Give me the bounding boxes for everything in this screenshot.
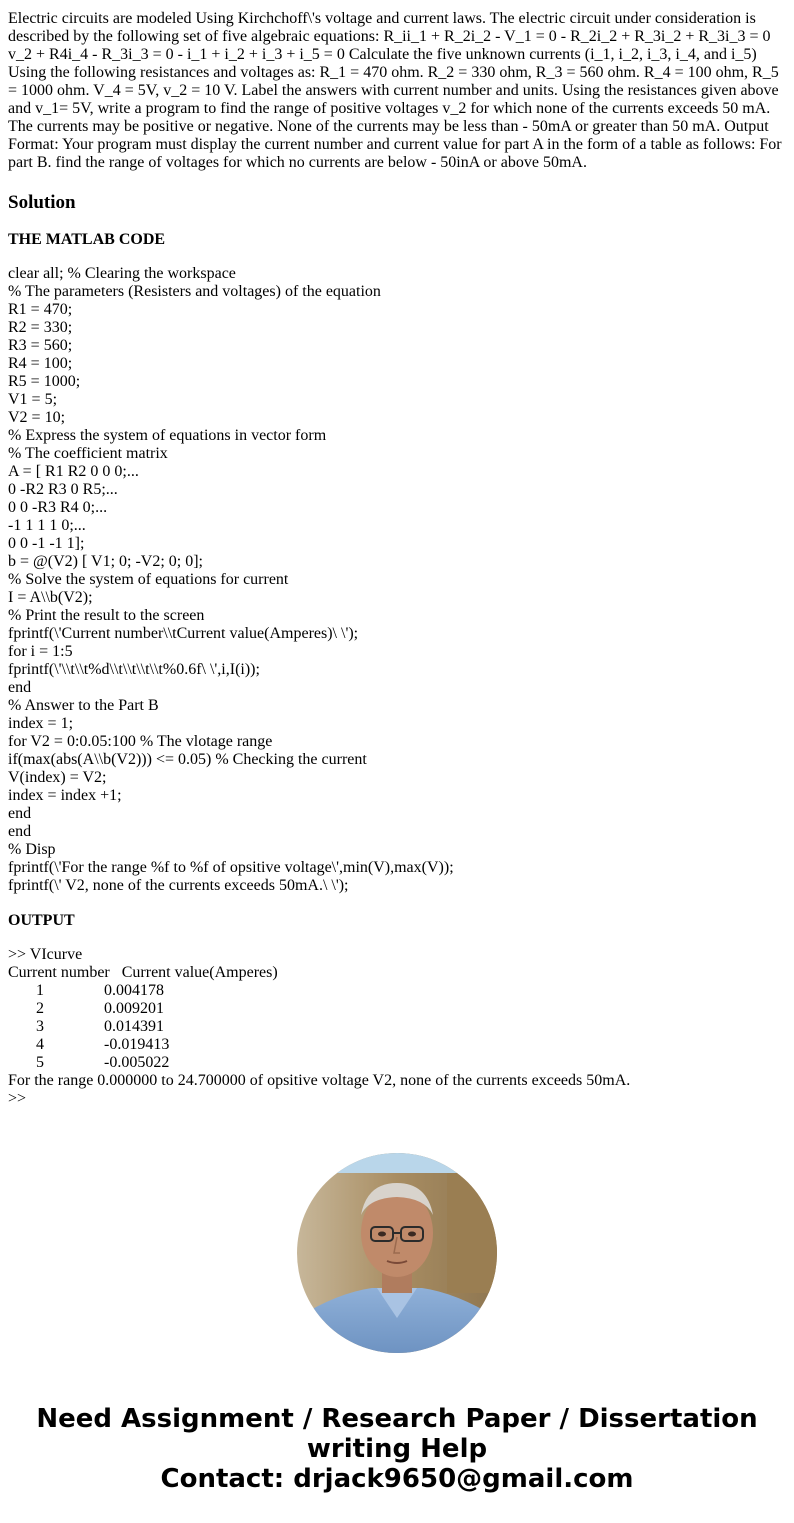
output-table-row — [8, 982, 786, 1000]
code-line: I = A\\b(V2); — [8, 589, 93, 606]
code-line: end — [8, 679, 32, 696]
current-value: 0.014391 — [104, 1018, 164, 1035]
code-line: % Answer to the Part B — [8, 697, 159, 714]
output-summary: For the range 0.000000 to 24.700000 of opsitive voltage V2, none of the currents exceeds 50mA. — [8, 1072, 631, 1089]
code-line: fprintf(\'For the range %f to %f of opsitive voltage\',min(V),max(V)); — [8, 859, 454, 876]
code-line: for i = 1:5 — [8, 643, 73, 660]
code-line: 0 0 -1 -1 1]; — [8, 535, 85, 552]
code-line: % Disp — [8, 841, 56, 858]
code-line: V(index) = V2; — [8, 769, 107, 786]
author-avatar — [297, 1153, 497, 1353]
code-line: R5 = 1000; — [8, 373, 81, 390]
output-table-row — [8, 1018, 786, 1036]
code-line: fprintf(\' V2, none of the currents exceeds 50mA.\ \'); — [8, 877, 349, 894]
author-photo-icon — [297, 1153, 497, 1353]
output-end-prompt: >> — [8, 1090, 27, 1107]
output-table-row — [8, 1000, 786, 1018]
code-line: V2 = 10; — [8, 409, 66, 426]
code-line: R2 = 330; — [8, 319, 73, 336]
output-block — [8, 946, 786, 1108]
code-line: index = index +1; — [8, 787, 122, 804]
code-line: % Express the system of equations in vector form — [8, 427, 327, 444]
current-value: 0.004178 — [104, 982, 164, 999]
code-line: fprintf(\'Current number\\tCurrent value(Amperes)\ \'); — [8, 625, 359, 642]
document-content — [8, 10, 786, 1108]
output-table-row — [8, 1036, 786, 1054]
code-line: % The coefficient matrix — [8, 445, 168, 462]
output-table — [8, 982, 786, 1072]
code-line: index = 1; — [8, 715, 74, 732]
current-number: 4 — [36, 1036, 44, 1053]
code-line: b = @(V2) [ V1; 0; -V2; 0; 0]; — [8, 553, 203, 570]
code-heading: THE MATLAB CODE — [8, 231, 166, 248]
code-line: 0 0 -R3 R4 0;... — [8, 499, 108, 516]
code-line: R1 = 470; — [8, 301, 73, 318]
output-table-row — [8, 1054, 786, 1072]
promo-banner — [0, 1404, 794, 1494]
code-line: % Solve the system of equations for current — [8, 571, 289, 588]
promo-contact: Contact: drjack9650@gmail.com — [160, 1464, 634, 1494]
code-line: if(max(abs(A\\b(V2))) <= 0.05) % Checking the current — [8, 751, 367, 768]
code-line: -1 1 1 1 0;... — [8, 517, 86, 534]
promo-line-1: Need Assignment / Research Paper / Dissertation — [36, 1404, 758, 1434]
code-line: fprintf(\'\\t\\t%d\\t\\t\\t\\t%0.6f\ \',i,I(i)); — [8, 661, 260, 678]
current-value: -0.019413 — [104, 1036, 170, 1053]
code-line: for V2 = 0:0.05:100 % The vlotage range — [8, 733, 273, 750]
current-number: 2 — [36, 1000, 44, 1017]
code-line: % Print the result to the screen — [8, 607, 205, 624]
solution-heading: Solution — [8, 192, 76, 213]
code-line: 0 -R2 R3 0 R5;... — [8, 481, 118, 498]
code-line: end — [8, 805, 32, 822]
current-number: 3 — [36, 1018, 44, 1035]
code-line: % The parameters (Resisters and voltages) of the equation — [8, 283, 381, 300]
code-line: clear all; % Clearing the workspace — [8, 265, 236, 282]
promo-line-2: writing Help — [306, 1434, 488, 1464]
current-number: 5 — [36, 1054, 44, 1071]
code-line: R3 = 560; — [8, 337, 73, 354]
code-block — [8, 265, 786, 895]
output-table-header: Current number Current value(Amperes) — [8, 964, 278, 981]
code-line: R4 = 100; — [8, 355, 73, 372]
current-value: -0.005022 — [104, 1054, 170, 1071]
current-number: 1 — [36, 982, 44, 999]
question-text: Electric circuits are modeled Using Kirchchoff\'s voltage and current laws. The electric circuit under consideration is described by the following set of five algebraic equations: R_ii_1 + R_2i_2 - V_1 = 0 - R_2i_2 + R_3i_2 + R_3i_3 = 0 v_2 + R4i_4 - R_3i_3 = 0 - i_1 + i_2 + i_3 + i_5 = 0 Calculate the five unknown currents (i_1, i_2, i_3, i_4, and i_5) Using the following resistances and voltages as: R_1 = 470 ohm. R_2 = 330 ohm, R_3 = 560 ohm. R_4 = 100 ohm, R_5 = 1000 ohm. V_4 = 5V, v_2 = 10 V. Label the answers with current number and units. Using the resistances given above and v_1= 5V, write a program to find the range of positive voltages v_2 for which none of the currents exceeds 50 mA. The currents may be positive or negative. None of the currents may be less than - 50mA or greater than 50 mA. Output Format: Your program must display the current number and current value for part A in the form of a table as follows: For part B. find the range of voltages for which no currents are below - 50inA or above 50mA. — [8, 10, 782, 171]
code-line: end — [8, 823, 32, 840]
output-prompt: >> VIcurve — [8, 946, 83, 963]
current-value: 0.009201 — [104, 1000, 164, 1017]
code-line: V1 = 5; — [8, 391, 58, 408]
output-heading: OUTPUT — [8, 912, 75, 929]
code-line: A = [ R1 R2 0 0 0;... — [8, 463, 139, 480]
